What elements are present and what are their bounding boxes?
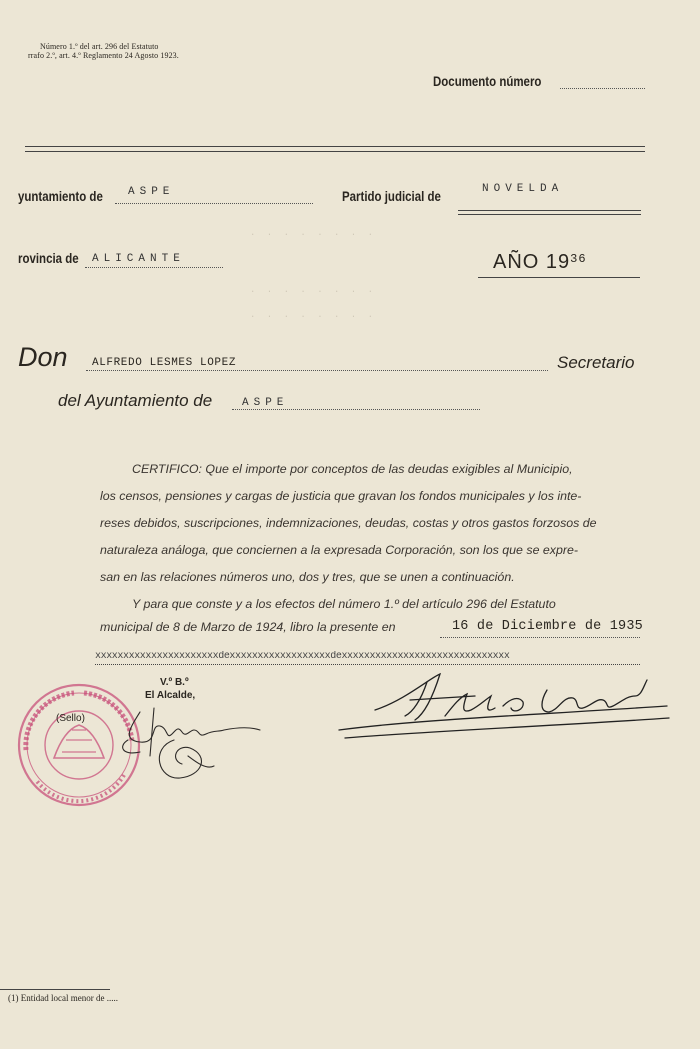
year-rule [478, 277, 640, 278]
ayuntamiento-line [115, 203, 313, 204]
date-line [440, 637, 640, 638]
ayuntamiento-label: yuntamiento de [18, 188, 103, 204]
partido-value: NOVELDA [482, 183, 564, 195]
secretario-signature [335, 660, 675, 755]
document-number-line [560, 88, 645, 89]
year-value: 36 [570, 252, 587, 266]
footnote-rule [0, 989, 110, 990]
alcalde-label: El Alcalde, [145, 690, 196, 701]
ayuntamiento-de-value: ASPE [242, 397, 289, 409]
provincia-label: rovincia de [18, 250, 79, 266]
partido-label: Partido judicial de [342, 188, 441, 204]
don-label: Don [18, 342, 68, 372]
certificate-line-1: CERTIFICO: Que el importe por conceptos de las deudas exigibles al Municipio, [132, 462, 573, 476]
certificate-line-2: los censos, pensiones y cargas de justicia que gravan los fondos municipales y los inte- [100, 489, 582, 503]
partido-rule-2 [458, 214, 641, 215]
bleed-through-3: . . . . . . . . [250, 310, 377, 320]
certificate-text [100, 456, 645, 618]
name-line [86, 370, 548, 371]
certificate-line-6: Y para que conste y a los efectos del número 1.º del artículo 296 del Estatuto [132, 597, 556, 611]
certificate-line-5: san en las relaciones números uno, dos y tres, que se unen a continuación. [100, 570, 515, 584]
certificate-line-7: municipal de 8 de Marzo de 1924, libro la presente en [100, 620, 396, 634]
certificate-date: 16 de Diciembre de 1935 [452, 619, 643, 634]
certificate-line-3: reses debidos, suscripciones, indemnizaciones, deudas, costas y otros gastos forzosos de [100, 516, 597, 530]
crossed-out-line: xxxxxxxxxxxxxxxxxxxxxxdexxxxxxxxxxxxxxxxxxdexxxxxxxxxxxxxxxxxxxxxxxxxxxxxx [95, 651, 510, 662]
top-rule-2 [25, 151, 645, 152]
ref-line-2: rrafo 2.º, art. 4.º Reglamento 24 Agosto 1923. [28, 51, 179, 60]
ayuntamiento-value: ASPE [128, 186, 175, 198]
document-number-label: Documento número [433, 73, 542, 89]
ayuntamiento-de-line [232, 409, 480, 410]
alcalde-signature [110, 700, 270, 790]
footnote: (1) Entidad local menor de ..... [8, 993, 118, 1003]
person-name: ALFREDO LESMES LOPEZ [92, 357, 237, 369]
provincia-line [85, 267, 223, 268]
year-label: AÑO 19 [493, 251, 571, 273]
ayuntamiento-de-label: del Ayuntamiento de [58, 391, 213, 410]
certificate-line-4: naturaleza análoga, que conciernen a la expresada Corporación, son los que se expre- [100, 543, 579, 557]
role-label: Secretario [557, 353, 635, 372]
provincia-value: ALICANTE [92, 253, 185, 265]
bleed-through-2: . . . . . . . . [250, 285, 377, 295]
vb-label: V.º B.º [160, 677, 189, 688]
year-block [493, 251, 587, 274]
ref-line-1: Número 1.º del art. 296 del Estatuto [40, 42, 159, 51]
top-rule-1 [25, 146, 645, 147]
sello-label: (Sello) [56, 713, 85, 724]
partido-rule-1 [458, 210, 641, 211]
bleed-through-1: . . . . . . . . [250, 228, 377, 238]
